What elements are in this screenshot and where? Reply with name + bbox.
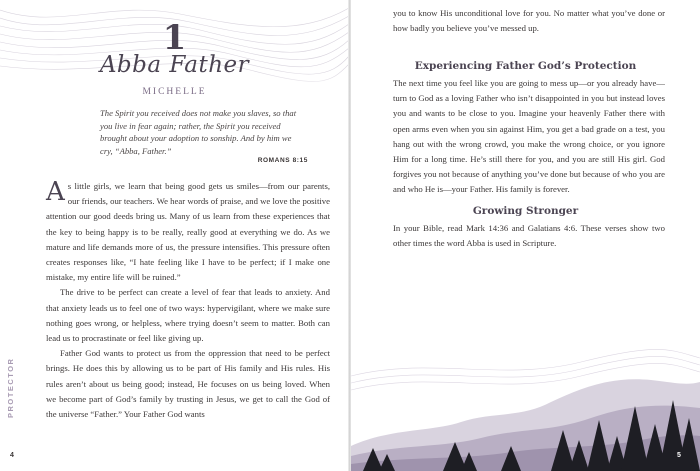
- right-page: [351, 0, 700, 471]
- left-page: [0, 0, 349, 471]
- drop-cap: A: [46, 177, 65, 207]
- section-side-label: PROTECTOR: [6, 357, 15, 418]
- page-number-right: 5: [677, 452, 681, 459]
- epigraph-quote: The Spirit you received does not make you slaves, so that you live in fear again; rather, the Spirit you received brought about your adoption to sonship. And by him we cry, “Abba, Father.”: [100, 108, 297, 156]
- section-heading-growing: Growing Stronger: [472, 205, 579, 217]
- chapter-body: [46, 179, 330, 422]
- continuation-paragraph: you to know His unconditional love for you. No matter what you’ve done or how badly you believe you’ve messed up.: [393, 8, 665, 34]
- chapter-author: MICHELLE: [142, 87, 207, 97]
- paragraph-text: s little girls, we learn that being good gets us smiles—from our parents, our friends, our teachers. We hear words of praise, and we love the positive attention our good deeds bring us. Many of us learn from these experiences that the key to being happy is to be really, really good at everything we do. As we mature and life demands more of us, the pressure intensifies. This pressure often creates responses like, “I hate feeling like I have to be perfect; if I make one mistake, my entire life will be ruined.”: [46, 181, 330, 283]
- epigraph-reference: ROMANS 8:15: [257, 157, 308, 164]
- body-paragraph: [46, 179, 330, 285]
- section-growing-text: In your Bible, read Mark 14:36 and Galatians 4:6. These verses show two other times the word Abba is used in Scripture.: [393, 223, 665, 249]
- chapter-title: Abba Father: [99, 52, 250, 78]
- chapter-number: 1: [162, 18, 187, 58]
- section-protection-text: The next time you feel like you are going to mess up—or you already have—turn to God as a loving Father who isn’t disappointed in you but instead loves you and wants to be close to you. Imagine your heavenly Father there with open arms even when you sin against Him, you get a bad grade on a test, you hang out with the wrong crowd, you make the wrong choice, or you ignore Him for a long time. He’s still there for you, and you are still His girl. God forgives you not because of anything you’ve done but because of who you are and who He is—your Father. His family is forever.: [393, 78, 665, 195]
- body-paragraph: The drive to be perfect can create a level of fear that leads to anxiety. And that anxiety leads us to feel one of two ways: hypervigilant, where we make sure nothing goes wrong, or helpless, where trying doesn’t seem to matter. Both can lead us to procrastinate or feel like giving up.: [46, 287, 330, 344]
- section-heading-protection: Experiencing Father God’s Protection: [414, 60, 637, 72]
- mountain-forest-illustration: [351, 336, 700, 471]
- body-paragraph: Father God wants to protect us from the oppression that need to be perfect brings. He does this by allowing us to be part of His family and His rules. His rules aren’t about us being good; instead, He focuses on us being loved. When we become part of God’s family by trusting in Jesus, we get to call the God of the universe “Father.” Your Father God wants: [46, 348, 330, 420]
- page-number-left: 4: [10, 452, 14, 459]
